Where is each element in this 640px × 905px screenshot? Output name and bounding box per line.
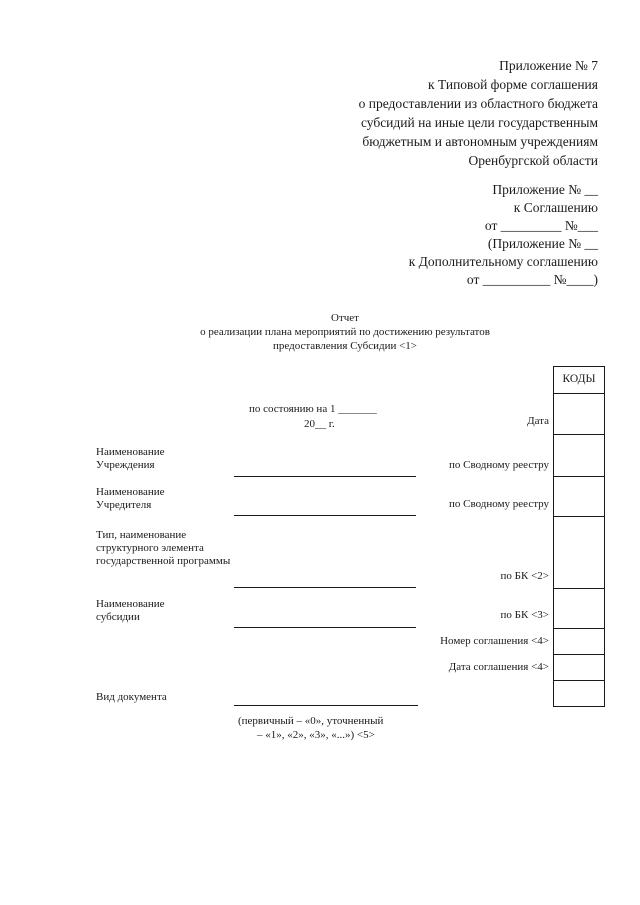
- label-institution: Наименование Учреждения: [96, 446, 165, 471]
- doc-type-note-line1: (первичный – «0», уточненный: [238, 715, 384, 727]
- code-cell-doc-type[interactable]: [554, 680, 604, 706]
- institution-field-line[interactable]: [234, 476, 416, 477]
- code-cell-date[interactable]: [554, 393, 604, 434]
- code-cell-bk-2[interactable]: [554, 588, 604, 628]
- report-date-line1: по состоянию на 1 _______: [249, 403, 377, 415]
- founder-field-line[interactable]: [234, 515, 416, 516]
- doc-type-field-line[interactable]: [234, 705, 418, 706]
- codes-table: [553, 366, 605, 707]
- annex-header-line: о предоставлении из областного бюджета: [358, 96, 598, 111]
- codes-header: КОДЫ: [562, 373, 596, 385]
- code-cell-registry-2[interactable]: [554, 476, 604, 516]
- agreement-ref-line: к Дополнительному соглашению: [408, 254, 598, 269]
- structural-element-field-line[interactable]: [234, 587, 416, 588]
- agreement-ref-line: к Соглашению: [513, 200, 598, 215]
- label-doc-type: Вид документа: [96, 691, 167, 703]
- label-agreement-date: Дата соглашения <4>: [448, 661, 549, 673]
- code-cell-bk-1[interactable]: [554, 516, 604, 588]
- label-registry-2: по Сводному реестру: [449, 498, 549, 510]
- label-date: Дата: [527, 415, 549, 427]
- code-cell-registry-1[interactable]: [554, 434, 604, 476]
- report-date-line2: 20__ г.: [304, 418, 335, 430]
- agreement-ref-line: от _________ №___: [484, 218, 598, 233]
- annex-header-line: Оренбургской области: [468, 153, 598, 168]
- doc-type-note-line2: – «1», «2», «3», «...») <5>: [257, 729, 375, 741]
- label-registry-1: по Сводному реестру: [449, 459, 549, 471]
- label-founder: Наименование Учредителя: [96, 486, 165, 511]
- report-title-line: Отчет: [331, 312, 359, 324]
- agreement-ref-line: (Приложение № __: [487, 236, 598, 251]
- label-subsidy: Наименование субсидии: [96, 598, 165, 623]
- code-cell-agreement-number[interactable]: [554, 628, 604, 654]
- annex-header-line: Приложение № 7: [499, 58, 598, 73]
- code-cell-agreement-date[interactable]: [554, 654, 604, 680]
- annex-header-line: бюджетным и автономным учреждениям: [362, 134, 598, 149]
- annex-header-line: субсидий на иные цели государственным: [360, 115, 598, 130]
- annex-header-line: к Типовой форме соглашения: [428, 77, 598, 92]
- label-bk-2: по БК <2>: [500, 570, 549, 582]
- agreement-ref-line: Приложение № __: [492, 182, 598, 197]
- label-bk-3: по БК <3>: [500, 609, 549, 621]
- agreement-ref-line: от __________ №____): [466, 272, 598, 287]
- report-title-line: о реализации плана мероприятий по достижению результатов: [200, 326, 490, 338]
- label-structural-element: Тип, наименование структурного элемента государственной программы: [96, 529, 231, 567]
- label-agreement-number: Номер соглашения <4>: [440, 635, 549, 647]
- report-title-line: предоставления Субсидии <1>: [272, 340, 417, 352]
- subsidy-field-line[interactable]: [234, 627, 416, 628]
